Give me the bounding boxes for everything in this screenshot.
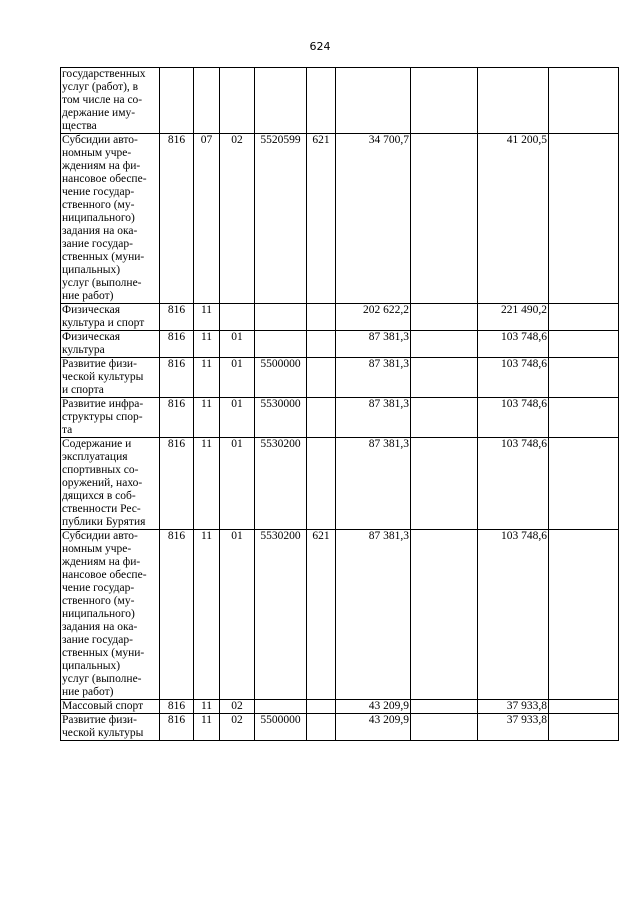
amount-year1-cell: 202 622,2 <box>336 304 411 331</box>
empty-column-cell <box>411 358 478 398</box>
article-code-cell <box>255 331 307 358</box>
ministry-code-cell: 816 <box>160 438 194 530</box>
expense-type-cell <box>307 700 336 714</box>
section-code-cell: 11 <box>194 398 220 438</box>
section-code-cell: 11 <box>194 438 220 530</box>
subsection-code-cell: 01 <box>220 530 255 700</box>
subsection-code-cell: 01 <box>220 438 255 530</box>
empty-column-cell <box>549 438 619 530</box>
expense-type-cell <box>307 398 336 438</box>
article-code-cell: 5530000 <box>255 398 307 438</box>
section-code-cell <box>194 68 220 134</box>
amount-year2-cell: 103 748,6 <box>478 530 549 700</box>
subsection-code-cell: 02 <box>220 714 255 741</box>
section-code-cell: 07 <box>194 134 220 304</box>
subsection-code-cell: 01 <box>220 398 255 438</box>
section-code-cell: 11 <box>194 304 220 331</box>
empty-column-cell <box>411 331 478 358</box>
subsection-code-cell <box>220 304 255 331</box>
amount-year2-cell: 103 748,6 <box>478 398 549 438</box>
table-row <box>61 714 619 741</box>
empty-column-cell <box>411 714 478 741</box>
amount-year2-cell: 103 748,6 <box>478 331 549 358</box>
row-name-cell: Физическая культура <box>61 331 160 358</box>
empty-column-cell <box>549 134 619 304</box>
amount-year2-cell: 103 748,6 <box>478 358 549 398</box>
expense-type-cell <box>307 438 336 530</box>
expense-type-cell <box>307 331 336 358</box>
article-code-cell: 5520599 <box>255 134 307 304</box>
ministry-code-cell: 816 <box>160 358 194 398</box>
table-row <box>61 438 619 530</box>
subsection-code-cell: 02 <box>220 134 255 304</box>
empty-column-cell <box>411 530 478 700</box>
amount-year2-cell <box>478 68 549 134</box>
page-number: 624 <box>309 40 331 53</box>
amount-year1-cell: 34 700,7 <box>336 134 411 304</box>
expense-type-cell: 621 <box>307 134 336 304</box>
row-name-cell: Развитие инфра- структуры спор- та <box>61 398 160 438</box>
empty-column-cell <box>549 358 619 398</box>
ministry-code-cell: 816 <box>160 134 194 304</box>
budget-table <box>60 67 619 741</box>
amount-year1-cell: 87 381,3 <box>336 331 411 358</box>
empty-column-cell <box>549 714 619 741</box>
article-code-cell: 5500000 <box>255 358 307 398</box>
table-row <box>61 304 619 331</box>
empty-column-cell <box>549 304 619 331</box>
ministry-code-cell: 816 <box>160 304 194 331</box>
empty-column-cell <box>411 68 478 134</box>
empty-column-cell <box>549 530 619 700</box>
row-name-cell: Содержание и эксплуатация спортивных со- оружений, нахо- дящихся в соб- ственности Рес- публики Бурятия <box>61 438 160 530</box>
amount-year1-cell: 87 381,3 <box>336 358 411 398</box>
row-name-cell: государственных услуг (работ), в том числе на со- держание иму- щества <box>61 68 160 134</box>
article-code-cell: 5500000 <box>255 714 307 741</box>
empty-column-cell <box>411 134 478 304</box>
table-row <box>61 331 619 358</box>
table-row <box>61 398 619 438</box>
ministry-code-cell: 816 <box>160 530 194 700</box>
article-code-cell: 5530200 <box>255 438 307 530</box>
amount-year1-cell <box>336 68 411 134</box>
amount-year2-cell: 221 490,2 <box>478 304 549 331</box>
article-code-cell: 5530200 <box>255 530 307 700</box>
section-code-cell: 11 <box>194 714 220 741</box>
row-name-cell: Развитие физи- ческой культуры и спорта <box>61 358 160 398</box>
ministry-code-cell: 816 <box>160 398 194 438</box>
ministry-code-cell: 816 <box>160 714 194 741</box>
article-code-cell <box>255 68 307 134</box>
amount-year2-cell: 103 748,6 <box>478 438 549 530</box>
section-code-cell: 11 <box>194 331 220 358</box>
empty-column-cell <box>549 700 619 714</box>
amount-year2-cell: 37 933,8 <box>478 714 549 741</box>
amount-year1-cell: 87 381,3 <box>336 398 411 438</box>
row-name-cell: Субсидии авто- номным учре- ждениям на фи- нансовое обеспе- чение государ- ственного (му- ниципального) задания на ока- зание государ- ственных (муни- ципальных) услуг (выполне- ние работ) <box>61 134 160 304</box>
table-row <box>61 530 619 700</box>
ministry-code-cell <box>160 68 194 134</box>
subsection-code-cell <box>220 68 255 134</box>
empty-column-cell <box>411 700 478 714</box>
empty-column-cell <box>549 68 619 134</box>
article-code-cell <box>255 700 307 714</box>
amount-year1-cell: 87 381,3 <box>336 530 411 700</box>
budget-table-body <box>61 68 619 741</box>
expense-type-cell <box>307 68 336 134</box>
amount-year1-cell: 87 381,3 <box>336 438 411 530</box>
amount-year1-cell: 43 209,9 <box>336 714 411 741</box>
expense-type-cell <box>307 714 336 741</box>
expense-type-cell <box>307 358 336 398</box>
ministry-code-cell: 816 <box>160 331 194 358</box>
expense-type-cell <box>307 304 336 331</box>
empty-column-cell <box>411 304 478 331</box>
section-code-cell: 11 <box>194 700 220 714</box>
empty-column-cell <box>411 398 478 438</box>
article-code-cell <box>255 304 307 331</box>
ministry-code-cell: 816 <box>160 700 194 714</box>
empty-column-cell <box>549 398 619 438</box>
row-name-cell: Субсидии авто- номным учре- ждениям на фи- нансовое обеспе- чение государ- ственного (му- ниципального) задания на ока- зание государ- ственных (муни- ципальных) услуг (выполне- ние работ) <box>61 530 160 700</box>
subsection-code-cell: 01 <box>220 358 255 398</box>
table-row <box>61 134 619 304</box>
subsection-code-cell: 01 <box>220 331 255 358</box>
expense-type-cell: 621 <box>307 530 336 700</box>
amount-year2-cell: 41 200,5 <box>478 134 549 304</box>
row-name-cell: Массовый спорт <box>61 700 160 714</box>
table-row <box>61 700 619 714</box>
table-row <box>61 68 619 134</box>
table-row <box>61 358 619 398</box>
amount-year2-cell: 37 933,8 <box>478 700 549 714</box>
row-name-cell: Физическая культура и спорт <box>61 304 160 331</box>
empty-column-cell <box>549 331 619 358</box>
row-name-cell: Развитие физи- ческой культуры <box>61 714 160 741</box>
subsection-code-cell: 02 <box>220 700 255 714</box>
section-code-cell: 11 <box>194 530 220 700</box>
amount-year1-cell: 43 209,9 <box>336 700 411 714</box>
section-code-cell: 11 <box>194 358 220 398</box>
empty-column-cell <box>411 438 478 530</box>
